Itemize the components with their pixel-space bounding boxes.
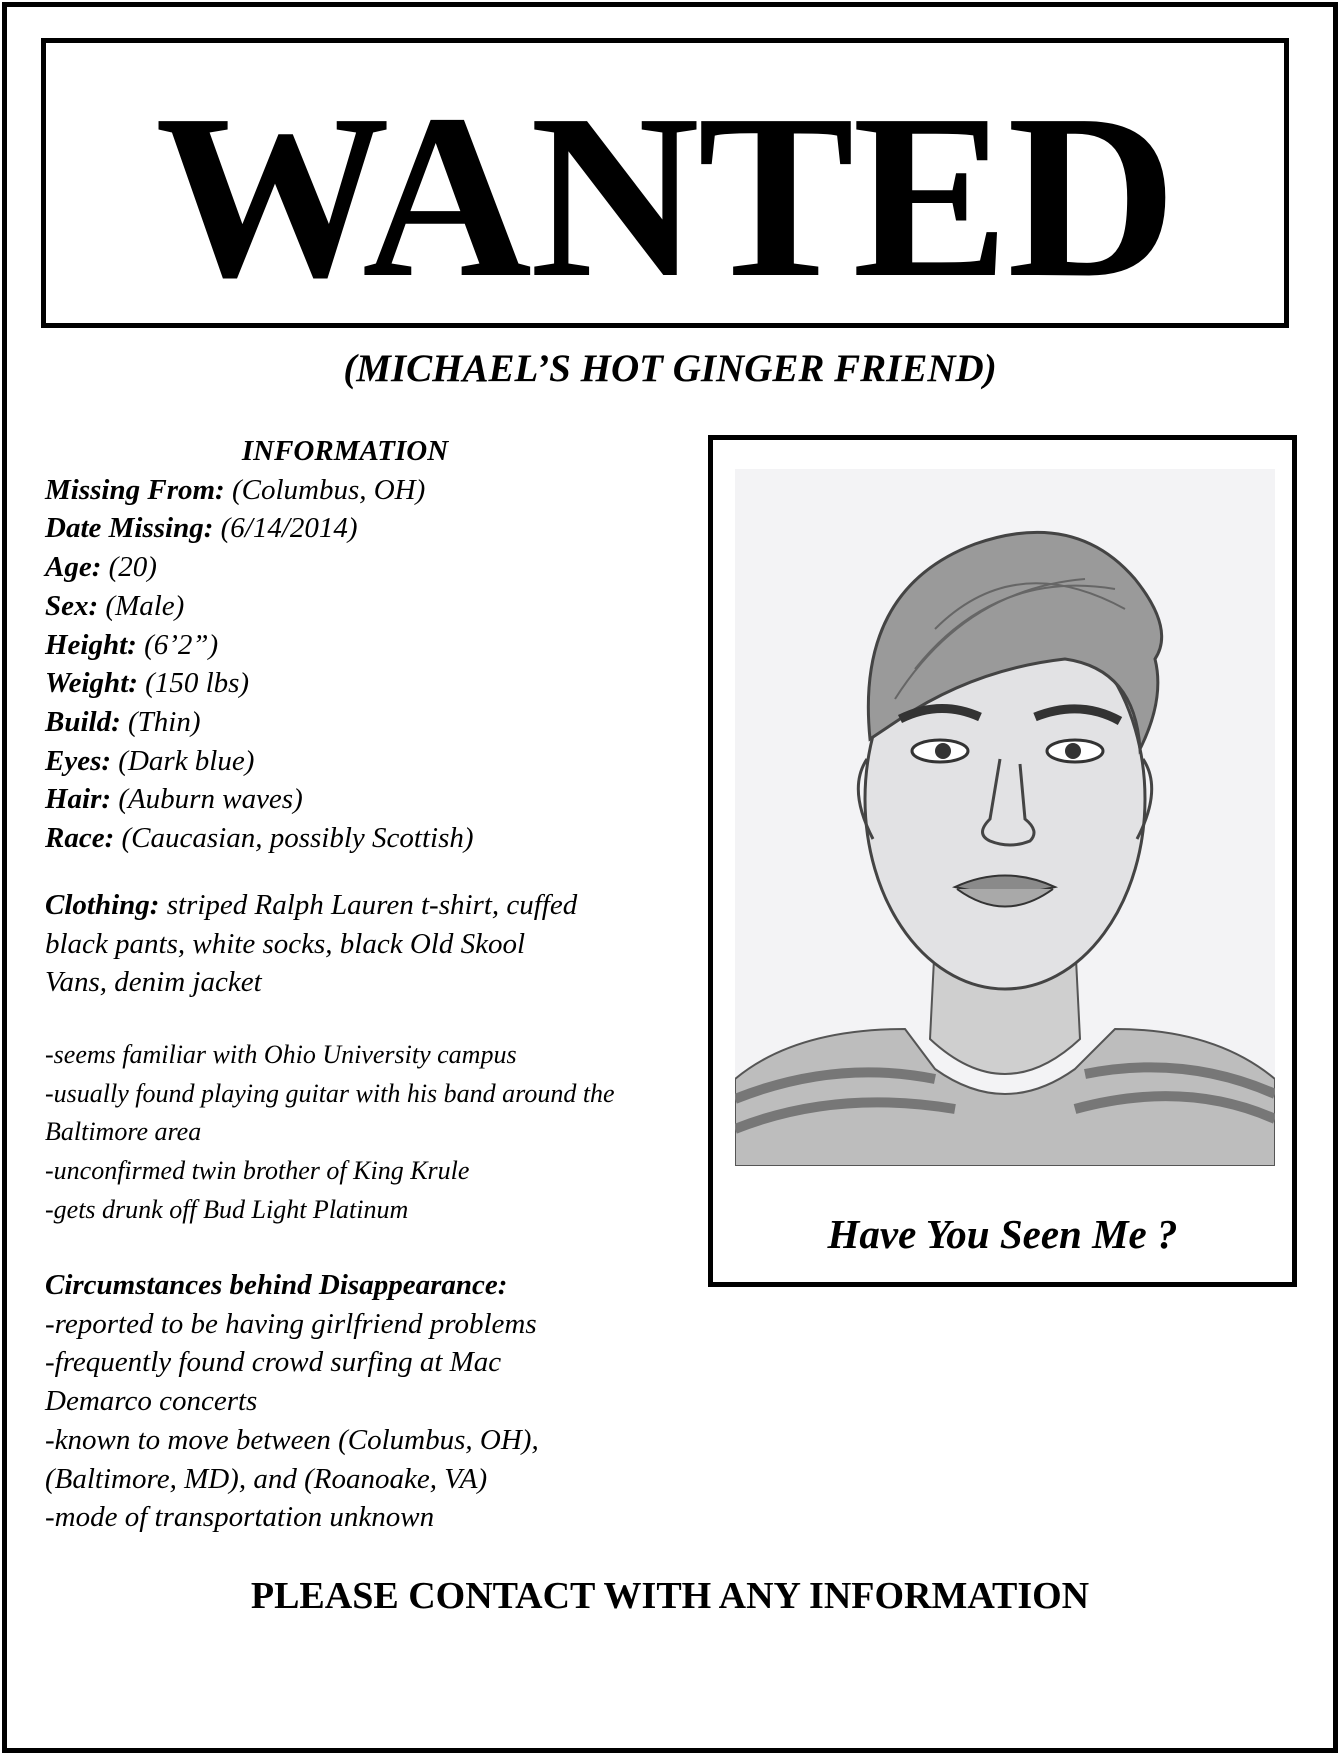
information-heading: INFORMATION xyxy=(241,435,449,467)
circumstance-line: (Baltimore, MD), and (Roanoake, VA) xyxy=(45,1462,488,1495)
notes-section xyxy=(45,1036,685,1230)
info-row-eyes xyxy=(45,742,695,781)
clothing-section xyxy=(45,886,665,1002)
info-label: Weight: xyxy=(45,667,138,700)
photo-caption: Have You Seen Me ? xyxy=(827,1211,1178,1257)
info-row-height xyxy=(45,626,695,665)
circumstances-heading: Circumstances behind Disappearance: xyxy=(45,1269,508,1301)
info-label: Age: xyxy=(45,551,102,584)
information-section xyxy=(45,432,695,858)
info-value: (6’2”) xyxy=(144,628,219,661)
info-row-age xyxy=(45,548,695,587)
info-row-date-missing xyxy=(45,509,695,548)
info-value: (Columbus, OH) xyxy=(231,473,426,506)
info-label: Height: xyxy=(45,628,137,661)
info-label: Missing From: xyxy=(45,473,225,506)
poster-title: WANTED xyxy=(155,66,1175,326)
note-line: -usually found playing guitar with his band around the xyxy=(45,1078,615,1108)
info-label: Date Missing: xyxy=(45,512,214,545)
circumstance-line: -mode of transportation unknown xyxy=(45,1501,435,1534)
info-value: (20) xyxy=(108,551,157,584)
info-value: (Thin) xyxy=(128,705,201,738)
info-row-race xyxy=(45,819,695,858)
clothing-line: black pants, white socks, black Old Skool xyxy=(45,927,526,960)
info-label: Eyes: xyxy=(45,744,112,777)
circumstance-line: Demarco concerts xyxy=(45,1385,258,1418)
title-frame xyxy=(41,38,1289,328)
info-row-hair xyxy=(45,780,695,819)
info-label: Hair: xyxy=(45,783,112,816)
note-line: -seems familiar with Ohio University campus xyxy=(45,1040,517,1069)
info-value: (Caucasian, possibly Scottish) xyxy=(121,822,474,855)
info-value: (Male) xyxy=(105,589,185,622)
circumstance-line: -frequently found crowd surfing at Mac xyxy=(45,1346,502,1379)
contact-line: PLEASE CONTACT WITH ANY INFORMATION xyxy=(250,1575,1090,1617)
info-value: (Dark blue) xyxy=(118,744,255,777)
note-line: -gets drunk off Bud Light Platinum xyxy=(45,1194,409,1224)
info-row-missing-from xyxy=(45,471,695,510)
info-row-weight xyxy=(45,664,695,703)
note-line: -unconfirmed twin brother of King Krule xyxy=(45,1156,470,1186)
info-value: (150 lbs) xyxy=(145,667,250,700)
portrait-sketch xyxy=(735,469,1275,1166)
clothing-label: Clothing: xyxy=(45,889,160,921)
info-row-build xyxy=(45,703,695,742)
info-label: Race: xyxy=(45,822,115,855)
circumstances-section xyxy=(45,1266,685,1537)
info-value: (Auburn waves) xyxy=(118,783,303,816)
info-value: (6/14/2014) xyxy=(220,512,358,545)
circumstance-line: -known to move between (Columbus, OH), xyxy=(45,1423,539,1456)
info-row-sex xyxy=(45,587,695,626)
note-line: Baltimore area xyxy=(45,1117,202,1147)
info-label: Build: xyxy=(45,705,121,738)
poster-subtitle: (MICHAEL’S HOT GINGER FRIEND) xyxy=(343,347,997,390)
photo-frame xyxy=(708,435,1297,1287)
circumstance-line: -reported to be having girlfriend problems xyxy=(45,1307,537,1340)
clothing-line: Vans, denim jacket xyxy=(45,966,262,999)
info-label: Sex: xyxy=(45,589,99,622)
clothing-line: striped Ralph Lauren t-shirt, cuffed xyxy=(166,889,578,921)
